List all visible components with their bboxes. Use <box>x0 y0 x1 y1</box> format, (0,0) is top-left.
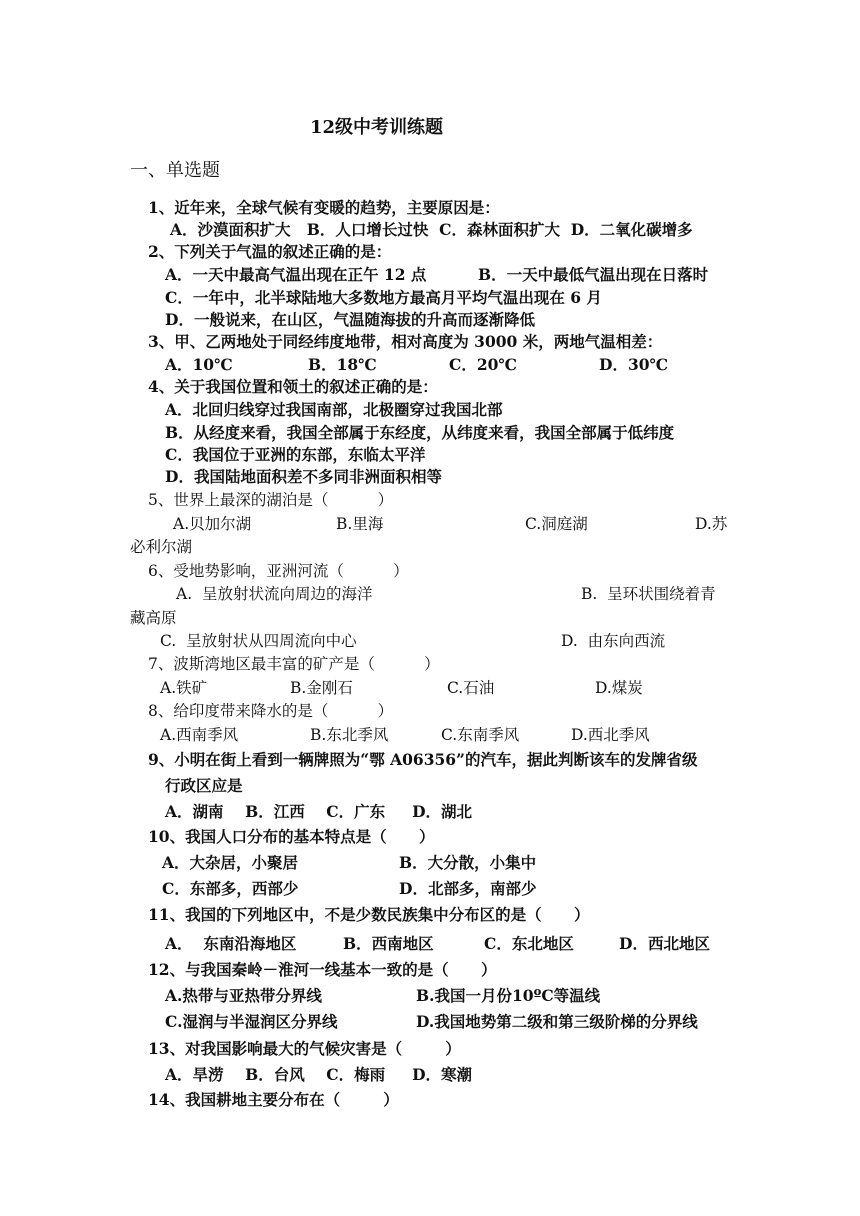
question-2-option-c: C．一年中，北半球陆地大多数地方最高月平均气温出现在 6 月 <box>165 288 602 307</box>
question-4-stem: 4、关于我国位置和领土的叙述正确的是： <box>148 377 438 396</box>
question-2-option-b: B．一天中最低气温出现在日落时 <box>478 265 709 284</box>
question-7-option-b: B.金刚石 <box>290 679 353 697</box>
question-3-option-a: A．10℃ <box>165 355 233 374</box>
question-5-option-b: B.里海 <box>336 515 384 533</box>
question-3-option-b: B．18℃ <box>308 355 377 374</box>
question-2-option-d: D．一般说来，在山区，气温随海拔的升高而逐渐降低 <box>165 310 535 329</box>
question-4-option-b: B．从经度来看，我国全部属于东经度，从纬度来看，我国全部属于低纬度 <box>165 423 675 442</box>
question-6-option-b-continued: 藏高原 <box>130 609 177 627</box>
document-title: 12级中考训练题 <box>310 117 444 138</box>
question-10-stem: 10、我国人口分布的基本特点是（ ） <box>148 827 435 846</box>
question-11-option-c: C．东北地区 <box>484 934 574 953</box>
question-8-stem: 8、给印度带来降水的是（ ） <box>148 702 394 720</box>
question-3-option-c: C．20℃ <box>449 355 517 374</box>
question-3-stem: 3、甲、乙两地处于同经纬度地带，相对高度为 3000 米，两地气温相差： <box>148 332 663 351</box>
question-12-option-d: D.我国地势第二级和第三级阶梯的分界线 <box>416 1012 698 1031</box>
question-10-option-c: C．东部多，西部少 <box>162 879 299 898</box>
question-2-option-a: A．一天中最高气温出现在正午 12 点 <box>165 265 427 284</box>
question-6-option-c: C. 呈放射状从四周流向中心 <box>160 632 357 650</box>
question-6-option-a: A. 呈放射状流向周边的海洋 <box>176 585 373 603</box>
question-6-stem: 6、受地势影响，亚洲河流（ ） <box>148 562 409 580</box>
question-13-options: A．旱涝 B．台风 C．梅雨 D．寒潮 <box>165 1065 473 1084</box>
question-1-options: A．沙漠面积扩大 B．人口增长过快 C．森林面积扩大 D．二氧化碳增多 <box>170 220 693 239</box>
section-heading: 一、单选题 <box>130 160 220 181</box>
question-12-option-b: B.我国一月份10ºC等温线 <box>416 986 601 1005</box>
question-4-option-c: C．我国位于亚洲的东部，东临太平洋 <box>165 445 426 464</box>
question-13-stem: 13、对我国影响最大的气候灾害是（ ） <box>148 1039 461 1058</box>
question-12-option-a: A.热带与亚热带分界线 <box>165 986 322 1005</box>
question-8-option-c: C.东南季风 <box>441 726 520 744</box>
question-9-options: A．湖南 B．江西 C．广东 D．湖北 <box>165 802 473 821</box>
question-4-option-d: D．我国陆地面积差不多同非洲面积相等 <box>165 467 442 486</box>
question-10-option-d: D．北部多，南部少 <box>399 879 537 898</box>
question-2-stem: 2、下列关于气温的叙述正确的是： <box>148 242 392 261</box>
question-5-option-c: C.洞庭湖 <box>525 515 588 533</box>
question-4-option-a: A．北回归线穿过我国南部，北极圈穿过我国北部 <box>165 400 503 419</box>
question-9-stem-continued: 行政区应是 <box>165 776 243 795</box>
question-10-option-b: B．大分散，小集中 <box>399 853 537 872</box>
question-9-stem: 9、小明在街上看到一辆牌照为“鄂 A06356”的汽车，据此判断该车的发牌省级 <box>148 750 698 769</box>
question-11-option-b: B．西南地区 <box>343 934 434 953</box>
question-8-option-a: A.西南季风 <box>160 726 239 744</box>
question-3-option-d: D．30℃ <box>599 355 669 374</box>
question-7-option-d: D.煤炭 <box>595 679 643 697</box>
question-5-option-a: A.贝加尔湖 <box>173 515 252 533</box>
question-7-option-c: C.石油 <box>447 679 495 697</box>
question-7-option-a: A.铁矿 <box>160 679 208 697</box>
question-7-stem: 7、波斯湾地区最丰富的矿产是（ ） <box>148 655 440 673</box>
question-12-option-c: C.湿润与半湿润区分界线 <box>165 1012 338 1031</box>
question-1-stem: 1、近年来，全球气候有变暖的趋势，主要原因是： <box>148 198 500 217</box>
question-5-option-d-continued: 必利尔湖 <box>130 538 193 556</box>
question-6-option-b: B. 呈环状围绕着青 <box>581 585 716 603</box>
question-12-stem: 12、与我国秦岭－淮河一线基本一致的是（ ） <box>148 960 497 979</box>
question-14-stem: 14、我国耕地主要分布在（ ） <box>148 1090 399 1109</box>
question-11-option-a: A． 东南沿海地区 <box>165 934 297 953</box>
question-5-option-d: D.苏 <box>695 515 728 533</box>
question-10-option-a: A．大杂居，小聚居 <box>162 853 299 872</box>
question-11-option-d: D．西北地区 <box>619 934 710 953</box>
question-11-stem: 11、我国的下列地区中，不是少数民族集中分布区的是（ ） <box>148 905 590 924</box>
question-8-option-b: B.东北季风 <box>310 726 389 744</box>
question-8-option-d: D.西北季风 <box>571 726 650 744</box>
question-5-stem: 5、世界上最深的湖泊是（ ） <box>148 491 394 509</box>
question-6-option-d: D. 由东向西流 <box>561 632 666 650</box>
